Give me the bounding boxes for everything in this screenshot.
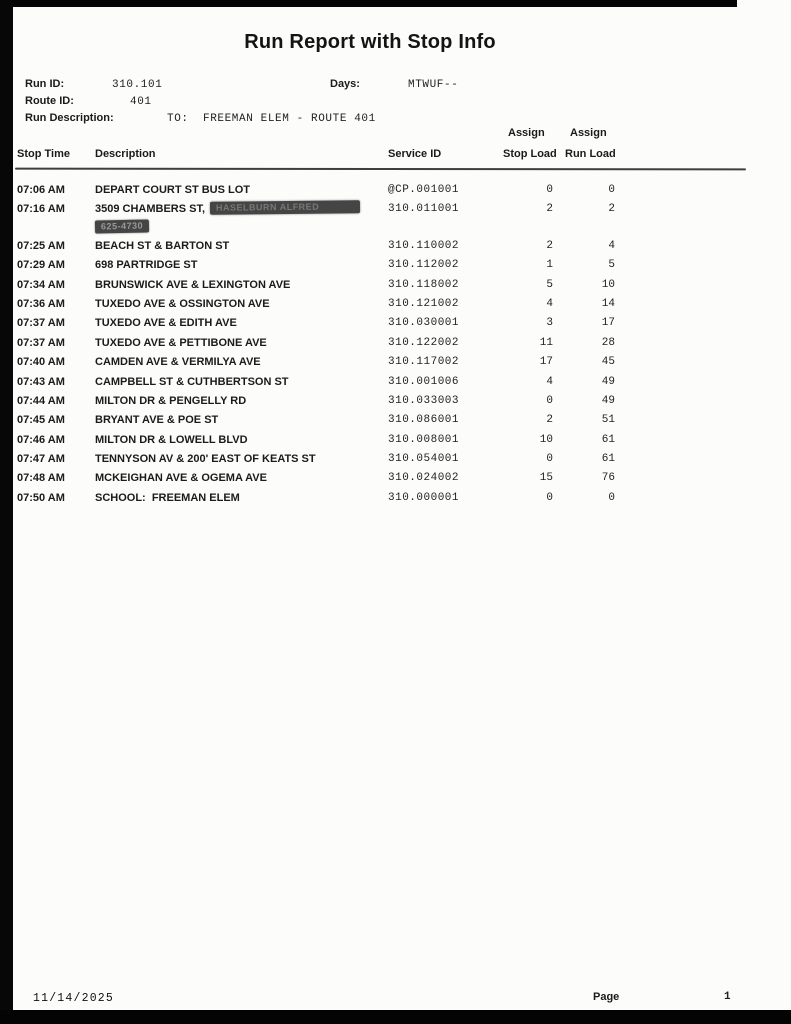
stop-description: TUXEDO AVE & EDITH AVE <box>95 317 237 330</box>
stop-time: 07:37 AM <box>17 317 65 330</box>
table-row <box>0 314 791 333</box>
service-id: 310.117002 <box>388 356 460 369</box>
stop-time: 07:37 AM <box>17 336 65 349</box>
assign-stop-load: 11 <box>539 336 553 349</box>
service-id: 310.086001 <box>388 414 460 427</box>
assign-stop-load: 0 <box>546 394 553 407</box>
report-title: Run Report with Stop Info <box>244 31 496 53</box>
col-header-stop-load: Stop Load <box>503 148 557 160</box>
stop-description: CAMDEN AVE & VERMILYA AVE <box>95 356 261 369</box>
assign-run-load: 76 <box>601 472 615 485</box>
table-row <box>0 237 791 256</box>
stop-time: 07:47 AM <box>17 453 65 466</box>
assign-run-load: 61 <box>601 433 615 446</box>
assign-run-load: 0 <box>608 184 615 196</box>
service-id: 310.011001 <box>388 203 460 216</box>
footer-date: 11/14/2025 <box>33 992 115 1005</box>
service-id: @CP.001001 <box>388 184 460 196</box>
assign-run-load: 28 <box>601 336 615 349</box>
assign-run-load: 0 <box>608 491 615 504</box>
col-header-assign-run: Assign <box>570 127 607 139</box>
assign-stop-load: 1 <box>546 259 553 272</box>
assign-run-load: 49 <box>601 394 615 407</box>
stop-time: 07:06 AM <box>17 184 65 196</box>
stop-description: DEPART COURT ST BUS LOT <box>95 184 251 196</box>
stop-time: 07:40 AM <box>17 356 65 369</box>
service-id: 310.000001 <box>388 491 460 504</box>
assign-stop-load: 0 <box>546 184 553 196</box>
redaction-row <box>0 220 791 237</box>
stop-description: TUXEDO AVE & PETTIBONE AVE <box>95 336 267 349</box>
table-row <box>0 181 791 200</box>
stop-time: 07:46 AM <box>17 433 65 446</box>
header-rule <box>15 168 746 171</box>
col-header-assign-stop: Assign <box>508 127 545 139</box>
assign-run-load: 49 <box>601 375 615 388</box>
scan-artifact-bottom-bar <box>0 1010 791 1024</box>
stop-description: 698 PARTRIDGE ST <box>95 259 198 272</box>
stop-description: MCKEIGHAN AVE & OGEMA AVE <box>95 472 267 485</box>
run-description-value: TO: FREEMAN ELEM - ROUTE 401 <box>167 113 376 125</box>
assign-run-load: 61 <box>601 453 615 466</box>
table-row <box>0 489 791 508</box>
assign-run-load: 14 <box>601 297 615 310</box>
stop-table-body <box>0 181 791 508</box>
assign-run-load: 5 <box>608 259 615 272</box>
assign-run-load: 51 <box>601 414 615 427</box>
table-row <box>0 392 791 411</box>
table-row <box>0 276 791 295</box>
assign-stop-load: 2 <box>546 414 553 427</box>
col-header-service-id: Service ID <box>388 148 442 160</box>
table-row <box>0 373 791 392</box>
assign-run-load: 10 <box>601 278 615 291</box>
stop-description: SCHOOL: FREEMAN ELEM <box>95 491 240 504</box>
assign-stop-load: 5 <box>546 278 553 291</box>
table-row <box>0 334 791 353</box>
table-row <box>0 295 791 314</box>
spacer <box>17 220 95 237</box>
assign-stop-load: 3 <box>546 317 553 330</box>
stop-description: TUXEDO AVE & OSSINGTON AVE <box>95 297 270 310</box>
assign-stop-load: 0 <box>546 453 553 466</box>
col-header-run-load: Run Load <box>565 148 616 160</box>
assign-run-load: 2 <box>608 203 615 216</box>
service-id: 310.001006 <box>388 375 460 388</box>
scan-artifact-left-bar <box>0 0 13 1024</box>
assign-stop-load: 17 <box>539 356 553 369</box>
table-row <box>0 411 791 430</box>
redacted-name: HASELBURN ALFRED <box>210 201 360 216</box>
stop-description: 3509 CHAMBERS ST, HASELBURN ALFRED <box>95 200 388 219</box>
assign-stop-load: 15 <box>539 472 553 485</box>
footer-page-label: Page <box>593 991 620 1003</box>
service-id: 310.121002 <box>388 297 460 310</box>
stop-time: 07:34 AM <box>17 278 65 291</box>
service-id: 310.110002 <box>388 239 460 252</box>
scan-artifact-top-bar <box>0 0 737 7</box>
service-id: 310.054001 <box>388 453 460 466</box>
table-row <box>0 450 791 469</box>
days-value: MTWUF-- <box>408 79 459 91</box>
stop-time: 07:36 AM <box>17 297 65 310</box>
table-row <box>0 431 791 450</box>
col-header-description: Description <box>95 148 156 160</box>
stop-time: 07:45 AM <box>17 414 65 427</box>
stop-time: 07:44 AM <box>17 394 65 407</box>
run-id-value: 310.101 <box>112 79 163 91</box>
redacted-phone: 625-4730 <box>95 219 149 233</box>
service-id: 310.122002 <box>388 336 460 349</box>
stop-description: MILTON DR & PENGELLY RD <box>95 394 247 407</box>
service-id: 310.112002 <box>388 259 460 272</box>
service-id: 310.008001 <box>388 433 460 446</box>
stop-time: 07:48 AM <box>17 472 65 485</box>
stop-description: TENNYSON AV & 200' EAST OF KEATS ST <box>95 453 316 466</box>
table-row <box>0 353 791 372</box>
table-row <box>0 200 791 219</box>
stop-time: 07:43 AM <box>17 375 65 388</box>
col-header-stop-time: Stop Time <box>17 148 70 160</box>
service-id: 310.118002 <box>388 278 460 291</box>
stop-time: 07:50 AM <box>17 491 65 504</box>
assign-run-load: 45 <box>601 356 615 369</box>
stop-time: 07:16 AM <box>17 203 65 216</box>
stop-description: MILTON DR & LOWELL BLVD <box>95 433 248 446</box>
assign-stop-load: 10 <box>539 433 553 446</box>
assign-run-load: 17 <box>601 317 615 330</box>
footer-page-number: 1 <box>724 991 731 1003</box>
assign-stop-load: 2 <box>546 239 553 252</box>
service-id: 310.030001 <box>388 317 460 330</box>
service-id: 310.033003 <box>388 394 460 407</box>
days-label: Days: <box>330 78 360 90</box>
run-id-label: Run ID: <box>25 78 65 90</box>
redacted-phone-holder <box>95 220 388 237</box>
stop-description: BRUNSWICK AVE & LEXINGTON AVE <box>95 278 291 291</box>
service-id: 310.024002 <box>388 472 460 485</box>
stop-description: BEACH ST & BARTON ST <box>95 239 230 252</box>
assign-run-load: 4 <box>608 239 615 252</box>
table-row <box>0 256 791 275</box>
assign-stop-load: 2 <box>546 203 553 216</box>
stop-description: BRYANT AVE & POE ST <box>95 414 219 427</box>
assign-stop-load: 4 <box>546 375 553 388</box>
assign-stop-load: 4 <box>546 297 553 310</box>
stop-time: 07:29 AM <box>17 259 65 272</box>
run-description-label: Run Description: <box>25 112 114 124</box>
route-id-value: 401 <box>130 96 152 108</box>
assign-stop-load: 0 <box>546 491 553 504</box>
table-row <box>0 469 791 488</box>
stop-time: 07:25 AM <box>17 239 65 252</box>
stop-description: CAMPBELL ST & CUTHBERTSON ST <box>95 375 289 388</box>
route-id-label: Route ID: <box>25 95 74 107</box>
